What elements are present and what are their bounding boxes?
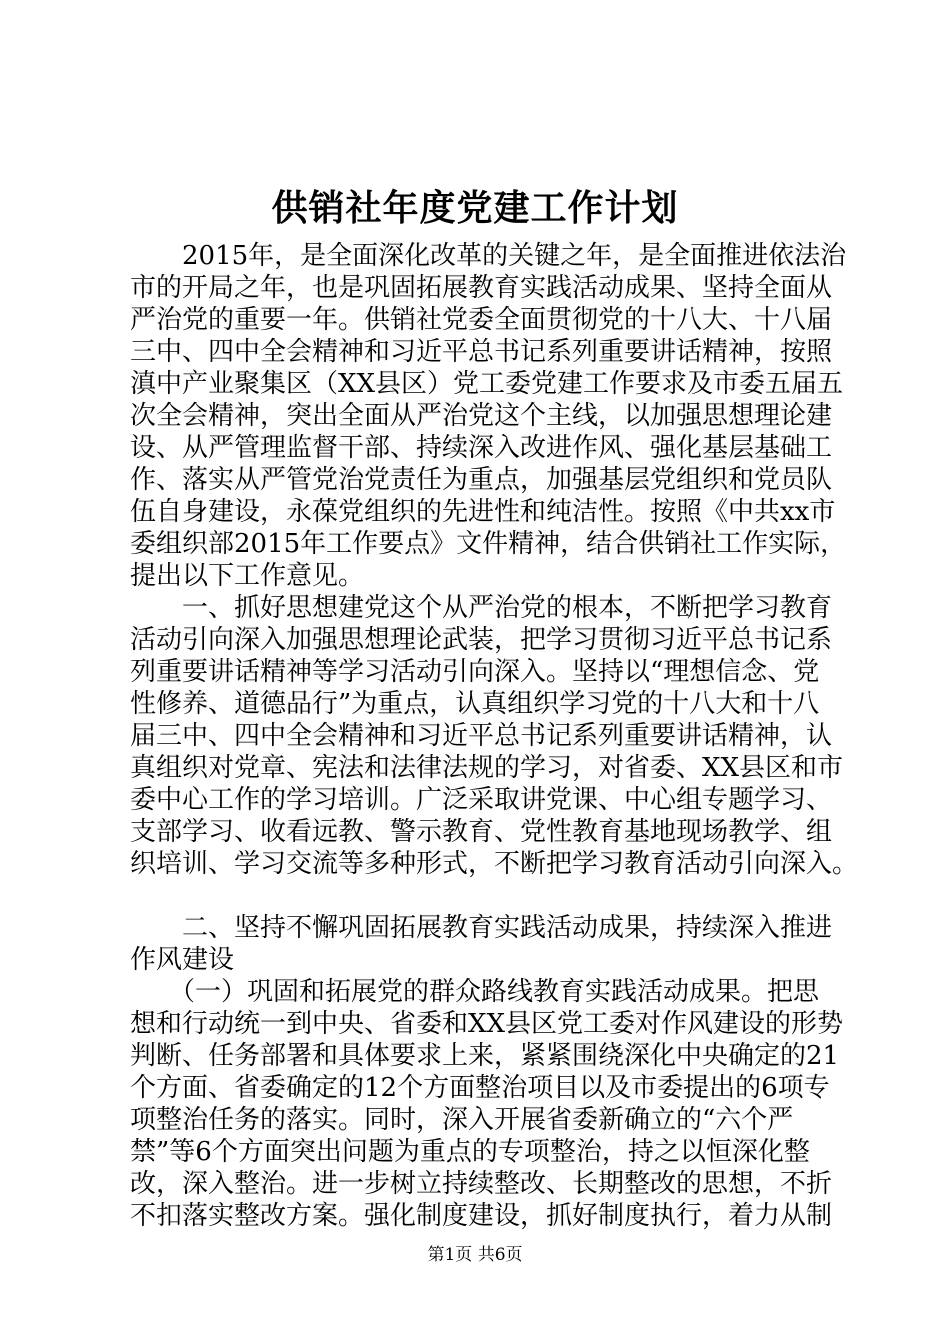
text-line: 不扣落实整改方案。强化制度建设，抓好制度执行，着力从制	[130, 1201, 833, 1231]
text-line: 活动引向深入加强思想理论武装，把学习贯彻习近平总书记系	[130, 625, 833, 655]
text-line: 提出以下工作意见。	[130, 561, 365, 591]
text-line: 作、落实从严管党治党责任为重点，加强基层党组织和党员队	[130, 465, 833, 495]
text-line: 市的开局之年，也是巩固拓展教育实践活动成果、坚持全面从	[130, 273, 833, 303]
text-line: 判断、任务部署和具体要求上来，紧紧围绕深化中央确定的21	[130, 1041, 840, 1071]
text-line: 设、从严管理监督干部、持续深入改进作风、强化基层基础工	[130, 433, 833, 463]
text-line: 三中、四中全会精神和习近平总书记系列重要讲话精神，按照	[130, 337, 833, 367]
text-line: 想和行动统一到中央、省委和XX县区党工委对作风建设的形势	[130, 1009, 844, 1039]
text-line: （一）巩固和拓展党的群众路线教育实践活动成果。把思	[130, 977, 820, 1007]
text-line: 项整治任务的落实。同时，深入开展省委新确立的“六个严	[130, 1105, 794, 1135]
text-line: 支部学习、收看远教、警示教育、党性教育基地现场教学、组	[130, 817, 833, 847]
text-line: 2015年，是全面深化改革的关键之年，是全面推进依法治	[130, 241, 847, 271]
text-line: 列重要讲话精神等学习活动引向深入。坚持以“理想信念、党	[130, 657, 820, 687]
text-line: 伍自身建设，永葆党组织的先进性和纯洁性。按照《中共xx市	[130, 497, 836, 527]
text-line: 滇中产业聚集区（XX县区）党工委党建工作要求及市委五届五	[130, 369, 844, 399]
text-line: 次全会精神，突出全面从严治党这个主线，以加强思想理论建	[130, 401, 833, 431]
text-line: 个方面、省委确定的12个方面整治项目以及市委提出的6项专	[130, 1073, 830, 1103]
text-line: 禁”等6个方面突出问题为重点的专项整治，持之以恒深化整	[130, 1137, 810, 1167]
text-line: 织培训、学习交流等多种形式，不断把学习教育活动引向深入。	[130, 849, 859, 879]
text-line: 真组织对党章、宪法和法律法规的学习，对省委、XX县区和市	[130, 753, 844, 783]
text-line: 改，深入整治。进一步树立持续整改、长期整改的思想，不折	[130, 1169, 833, 1199]
text-line: 作风建设	[130, 945, 235, 975]
text-line: 届三中、四中全会精神和习近平总书记系列重要讲话精神，认	[130, 721, 833, 751]
text-line: 委组织部2015年工作要点》文件精神，结合供销社工作实际，	[130, 529, 847, 559]
text-line: 一、抓好思想建党这个从严治党的根本，不断把学习教育	[130, 593, 833, 623]
text-line: 二、坚持不懈巩固拓展教育实践活动成果，持续深入推进	[130, 913, 833, 943]
document-title: 供销社年度党建工作计划	[271, 187, 679, 229]
text-line: 委中心工作的学习培训。广泛采取讲党课、中心组专题学习、	[130, 785, 833, 815]
text-line: 严治党的重要一年。供销社党委全面贯彻党的十八大、十八届	[130, 305, 833, 335]
text-line: 性修养、道德品行”为重点，认真组织学习党的十八大和十八	[130, 689, 820, 719]
page-footer: 第1页 共6页	[427, 1245, 523, 1265]
